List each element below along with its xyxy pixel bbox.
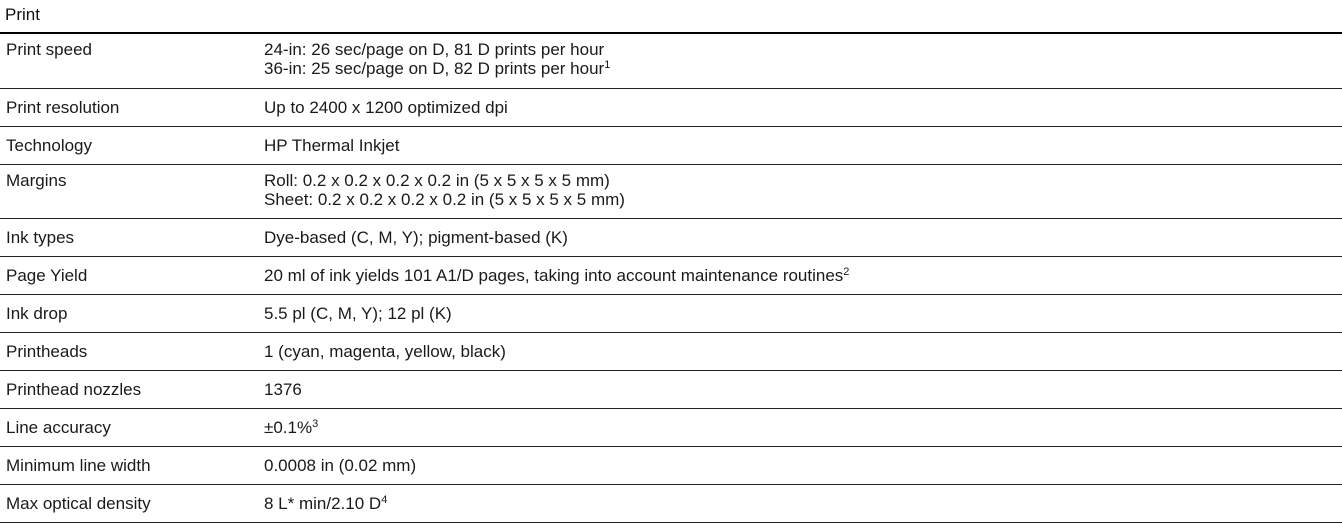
spec-value	[258, 484, 1342, 522]
spec-label: Max optical density	[0, 484, 258, 522]
spec-value-line	[264, 171, 1342, 190]
spec-table-body	[0, 34, 1342, 522]
spec-value-line	[264, 304, 1342, 323]
footnote-marker: 4	[381, 493, 388, 506]
footnote-marker: 1	[604, 59, 611, 71]
spec-value	[258, 34, 1342, 88]
spec-value-text: ±0.1%	[264, 417, 313, 437]
spec-label: Print speed	[0, 34, 258, 88]
spec-label: Print resolution	[0, 88, 258, 126]
spec-value	[258, 218, 1342, 256]
spec-value-line	[264, 266, 1342, 285]
spec-table	[0, 34, 1342, 523]
spec-label: Ink types	[0, 218, 258, 256]
spec-label: Printheads	[0, 332, 258, 370]
spec-value-text: 24-in: 26 sec/page on D, 81 D prints per hour	[264, 40, 605, 59]
spec-value	[258, 294, 1342, 332]
footnote-marker: 3	[312, 417, 319, 430]
spec-value	[258, 164, 1342, 218]
section-title: Print	[0, 0, 1342, 34]
spec-value	[258, 446, 1342, 484]
spec-label: Margins	[0, 164, 258, 218]
spec-value-text: HP Thermal Inkjet	[264, 135, 400, 155]
spec-label: Printhead nozzles	[0, 370, 258, 408]
spec-row	[0, 332, 1342, 370]
spec-row	[0, 446, 1342, 484]
spec-value-line	[264, 190, 1342, 209]
spec-value-text: 1376	[264, 379, 302, 399]
spec-value-line	[264, 342, 1342, 361]
spec-value-line	[264, 98, 1342, 117]
spec-value	[258, 256, 1342, 294]
spec-value	[258, 88, 1342, 126]
spec-value-line	[264, 228, 1342, 247]
spec-value-text: Dye-based (C, M, Y); pigment-based (K)	[264, 227, 568, 247]
spec-value-text: 1 (cyan, magenta, yellow, black)	[264, 341, 506, 361]
spec-value-text: 36-in: 25 sec/page on D, 82 D prints per hour	[264, 59, 605, 78]
spec-row	[0, 218, 1342, 256]
spec-value-text: 20 ml of ink yields 101 A1/D pages, taking into account maintenance routines	[264, 265, 844, 285]
spec-row	[0, 164, 1342, 218]
spec-row	[0, 34, 1342, 88]
spec-row	[0, 484, 1342, 522]
spec-row	[0, 408, 1342, 446]
spec-label: Ink drop	[0, 294, 258, 332]
spec-value-line	[264, 456, 1342, 475]
spec-value-line	[264, 59, 1342, 78]
spec-label: Line accuracy	[0, 408, 258, 446]
spec-label: Minimum line width	[0, 446, 258, 484]
spec-value-line	[264, 136, 1342, 155]
spec-value-text: 8 L* min/2.10 D	[264, 493, 382, 513]
spec-value-text: 0.0008 in (0.02 mm)	[264, 455, 417, 475]
spec-row	[0, 370, 1342, 408]
spec-row	[0, 126, 1342, 164]
spec-value	[258, 408, 1342, 446]
spec-value-line	[264, 380, 1342, 399]
spec-value	[258, 126, 1342, 164]
spec-row	[0, 256, 1342, 294]
footnote-marker: 2	[843, 265, 850, 278]
spec-label: Technology	[0, 126, 258, 164]
spec-row	[0, 294, 1342, 332]
spec-value-text: 5.5 pl (C, M, Y); 12 pl (K)	[264, 303, 452, 323]
spec-row	[0, 88, 1342, 126]
spec-value	[258, 332, 1342, 370]
spec-label: Page Yield	[0, 256, 258, 294]
spec-value	[258, 370, 1342, 408]
spec-value-text: Up to 2400 x 1200 optimized dpi	[264, 97, 508, 117]
spec-value-line	[264, 40, 1342, 59]
spec-value-line	[264, 494, 1342, 513]
spec-value-text: Sheet: 0.2 x 0.2 x 0.2 x 0.2 in (5 x 5 x 5 x 5 mm)	[264, 189, 625, 209]
spec-value-line	[264, 418, 1342, 437]
spec-value-text: Roll: 0.2 x 0.2 x 0.2 x 0.2 in (5 x 5 x 5 x 5 mm)	[264, 170, 610, 190]
